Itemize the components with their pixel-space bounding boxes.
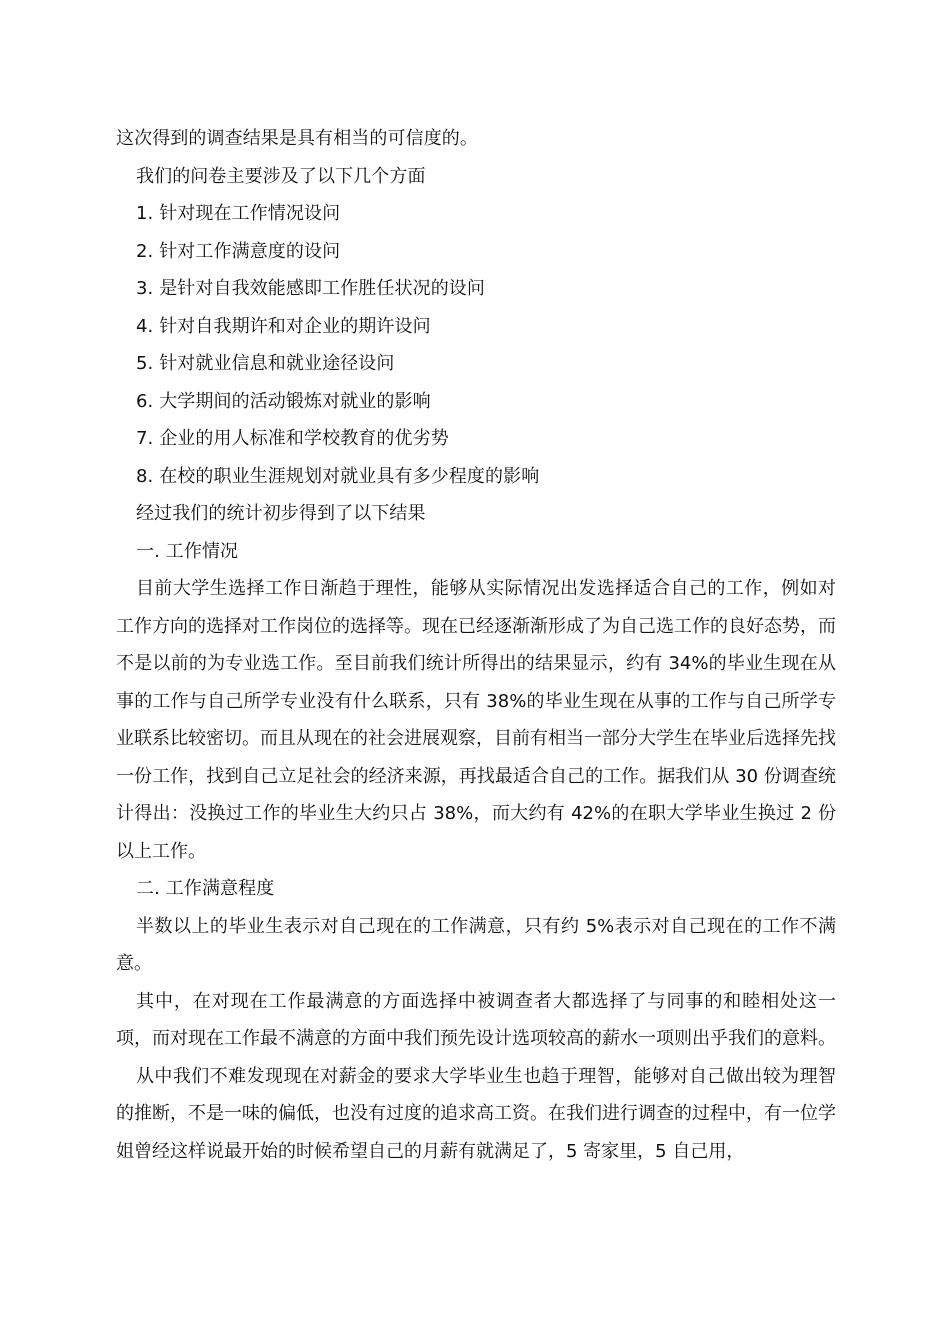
paragraph-results-intro: 经过我们的统计初步得到了以下结果 xyxy=(136,503,426,524)
list-item: 5. 针对就业信息和就业途径设问 xyxy=(136,353,395,374)
list-item: 6. 大学期间的活动锻炼对就业的影响 xyxy=(136,390,431,412)
document-body xyxy=(116,120,836,1170)
paragraph-work-situation: 目前大学生选择工作日渐趋于理性，能够从实际情况出发选择适合自己的工作，例如对工作方向的选择对工作岗位的选择等。现在已经逐渐渐形成了为自己选工作的良好态势，而不是以前的为专业选工作。至目前我们统计所得出的结果显示，约有 34%的毕业生现在从事的工作与自己所学专业没有什么联系，只有 38%的毕业生现在从事的工作与自己所学专业联系比较密切。而且从现在的社会进展观察，目前有相当一部分大学生在毕业后选择先找一份工作，找到自己立足社会的经济来源，再找最适合自己的工作。据我们从 30 份调查统计得出：没换过工作的毕业生大约只占 38%，而大约有 42%的在职大学毕业生换过 2 份以上工作。 xyxy=(116,578,836,862)
section-heading-job-satisfaction: 二. 工作满意程度 xyxy=(136,878,275,899)
paragraph-satisfaction-detail: 其中，在对现在工作最满意的方面选择中被调查者大都选择了与同事的和睦相处这一项，而对现在工作最不满意的方面中我们预先设计选项较高的薪水一项则出乎我们的意料。 xyxy=(116,990,836,1049)
list-item: 3. 是针对自我效能感即工作胜任状况的设问 xyxy=(136,278,485,299)
section-heading-work-situation: 一. 工作情况 xyxy=(136,540,239,562)
list-item: 8. 在校的职业生涯规划对就业具有多少程度的影响 xyxy=(136,465,540,487)
list-item: 7. 企业的用人标准和学校教育的优劣势 xyxy=(136,428,449,449)
paragraph-salary-expectation: 从中我们不难发现现在对薪金的要求大学毕业生也趋于理智，能够对自己做出较为理智的推断，不是一味的偏低，也没有过度的追求高工资。在我们进行调查的过程中，有一位学姐曾经这样说最开始的时候希望自己的月薪有就满足了，5 寄家里，5 自己用， xyxy=(116,1065,836,1162)
paragraph-credibility: 这次得到的调查结果是具有相当的可信度的。 xyxy=(116,128,478,149)
list-item: 4. 针对自我期许和对企业的期许设问 xyxy=(136,315,431,337)
paragraph-questionnaire-intro: 我们的问卷主要涉及了以下几个方面 xyxy=(136,165,426,187)
paragraph-satisfaction-summary: 半数以上的毕业生表示对自己现在的工作满意，只有约 5%表示对自己现在的工作不满意。 xyxy=(116,915,836,974)
list-item: 1. 针对现在工作情况设问 xyxy=(136,203,341,224)
list-item: 2. 针对工作满意度的设问 xyxy=(136,240,341,262)
